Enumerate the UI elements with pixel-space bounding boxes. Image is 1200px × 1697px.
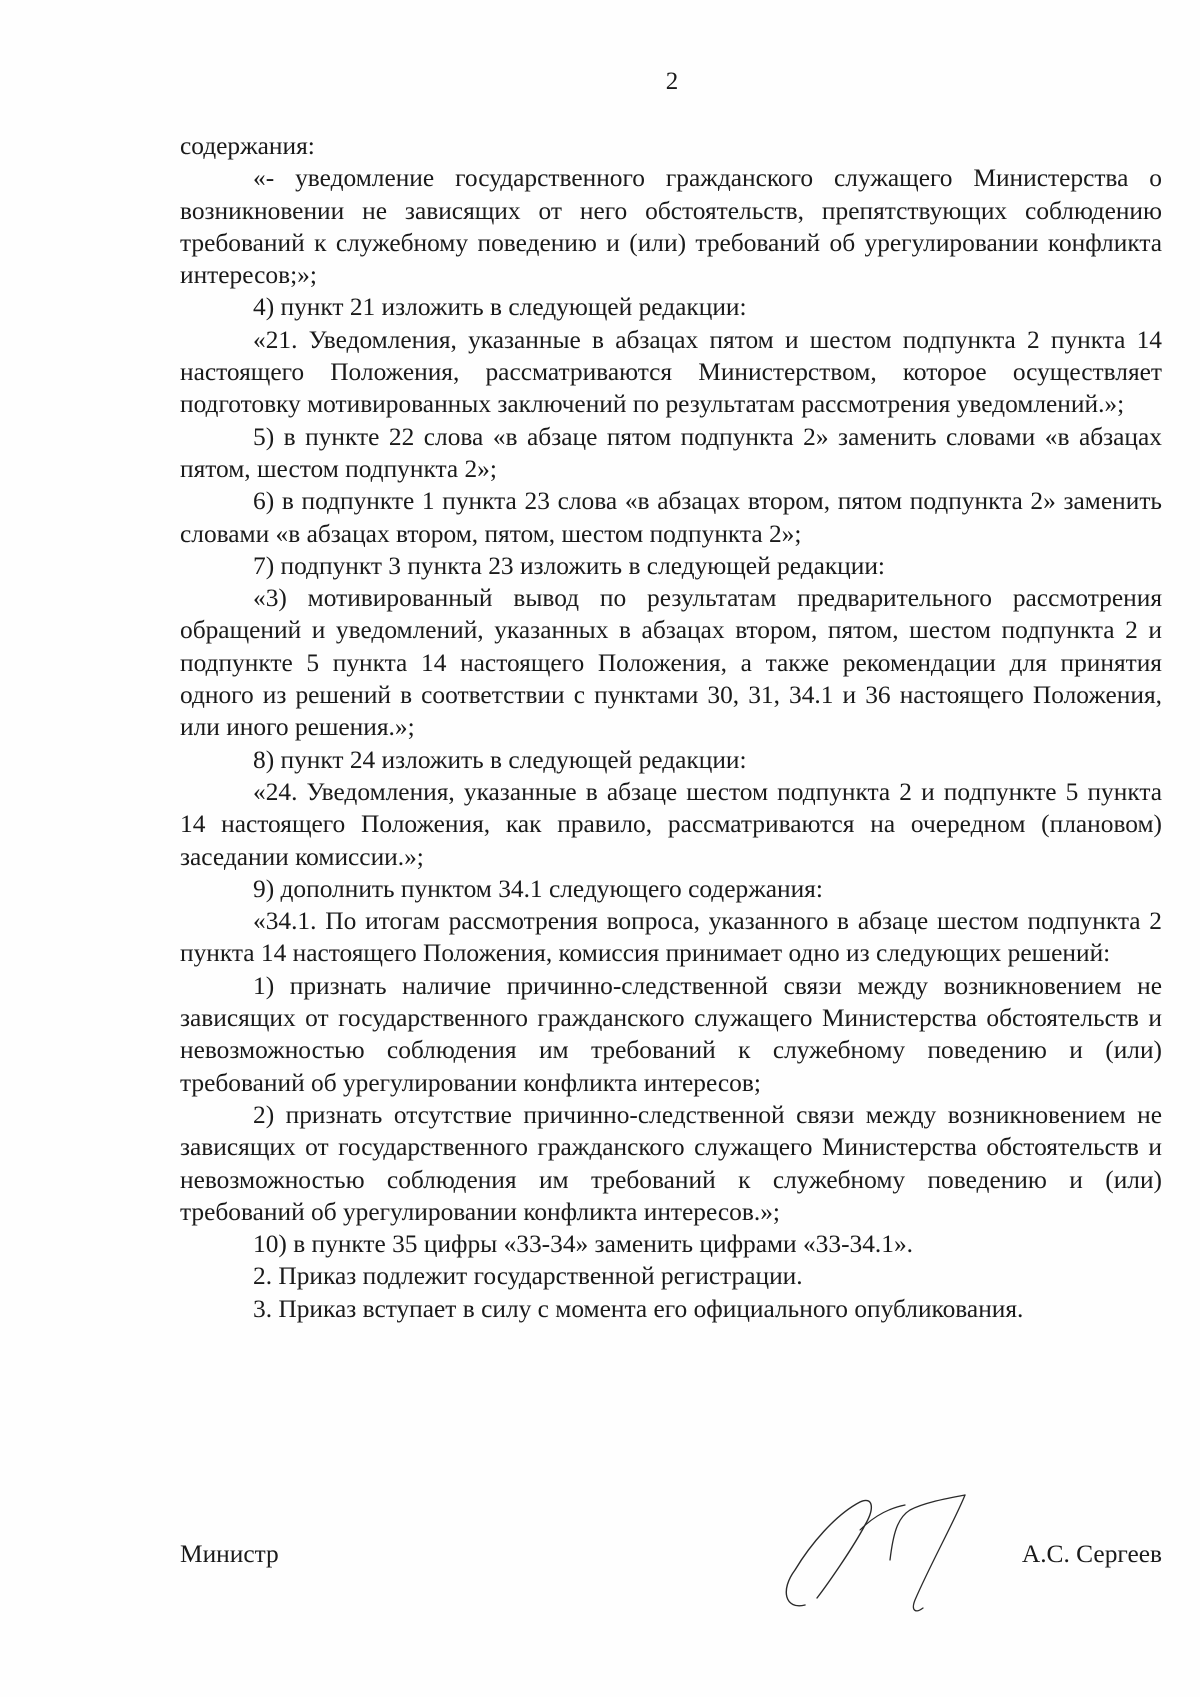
paragraph: «34.1. По итогам рассмотрения вопроса, указанного в абзаце шестом подпункта 2 пункта 14 настоящего Положения, комиссия принимает одно из следующих решений: — [180, 907, 1162, 968]
paragraph: 4) пункт 21 изложить в следующей редакции: — [253, 293, 747, 322]
paragraph: 7) подпункт 3 пункта 23 изложить в следующей редакции: — [253, 551, 885, 580]
paragraph: 3. Приказ вступает в силу с момента его официального опубликования. — [253, 1294, 1024, 1323]
paragraph: 2) признать отсутствие причинно-следственной связи между возникновением не зависящих от государственного гражданского служащего Министерства обстоятельств и невозможностью соблюдения им требований к служебному поведению и (или) требований об урегулировании конфликта интересов.»; — [180, 1100, 1162, 1226]
paragraph: 8) пункт 24 изложить в следующей редакции: — [253, 745, 747, 774]
paragraph: «24. Уведомления, указанные в абзаце шестом подпункта 2 и подпункте 5 пункта 14 настоящего Положения, как правило, рассматриваются на очередном (плановом) заседании комиссии.»; — [180, 777, 1162, 871]
paragraph: 1) признать наличие причинно-следственной связи между возникновением не зависящих от государственного гражданского служащего Министерства обстоятельств и невозможностью соблюдения им требований к служебному поведению и (или) требований об урегулировании конфликта интересов; — [180, 971, 1162, 1097]
paragraph: 6) в подпункте 1 пункта 23 слова «в абзацах втором, пятом подпункта 2» заменить словами «в абзацах втором, пятом, шестом подпункта 2»; — [180, 487, 1162, 548]
paragraph: «21. Уведомления, указанные в абзацах пятом и шестом подпункта 2 пункта 14 настоящего Положения, рассматриваются Министерством, которое осуществляет подготовку мотивированных заключений по результатам рассмотрения уведомлений.»; — [180, 325, 1162, 419]
signature-block — [180, 1540, 1162, 1600]
paragraph: 5) в пункте 22 слова «в абзаце пятом подпункта 2» заменить словами «в абзацах пятом, шестом подпункта 2»; — [180, 422, 1162, 483]
paragraph: «3) мотивированный вывод по результатам предварительного рассмотрения обращений и уведомлений, указанных в абзацах втором, пятом, шестом подпункта 2 и подпункте 5 пункта 14 настоящего Положения, а также рекомендации для принятия одного из решений в соответствии с пунктами 30, 31, 34.1 и 36 настоящего Положения, или иного решения.»; — [180, 584, 1162, 742]
paragraph: 10) в пункте 35 цифры «33-34» заменить цифрами «33-34.1». — [253, 1230, 914, 1259]
paragraph: «- уведомление государственного гражданского служащего Министерства о возникновении не зависящих от него обстоятельств, препятствующих соблюдению требований к служебному поведению и (или) требований об урегулировании конфликта интересов;»; — [180, 164, 1162, 290]
signatory-position: Министр — [180, 1540, 279, 1568]
document-body — [180, 130, 1162, 1325]
signatory-name: А.С. Сергеев — [1021, 1540, 1162, 1568]
paragraph: 9) дополнить пунктом 34.1 следующего содержания: — [253, 874, 823, 903]
paragraph: 2. Приказ подлежит государственной регистрации. — [253, 1262, 803, 1291]
paragraph: содержания: — [180, 132, 315, 160]
page-number: 2 — [665, 68, 679, 95]
